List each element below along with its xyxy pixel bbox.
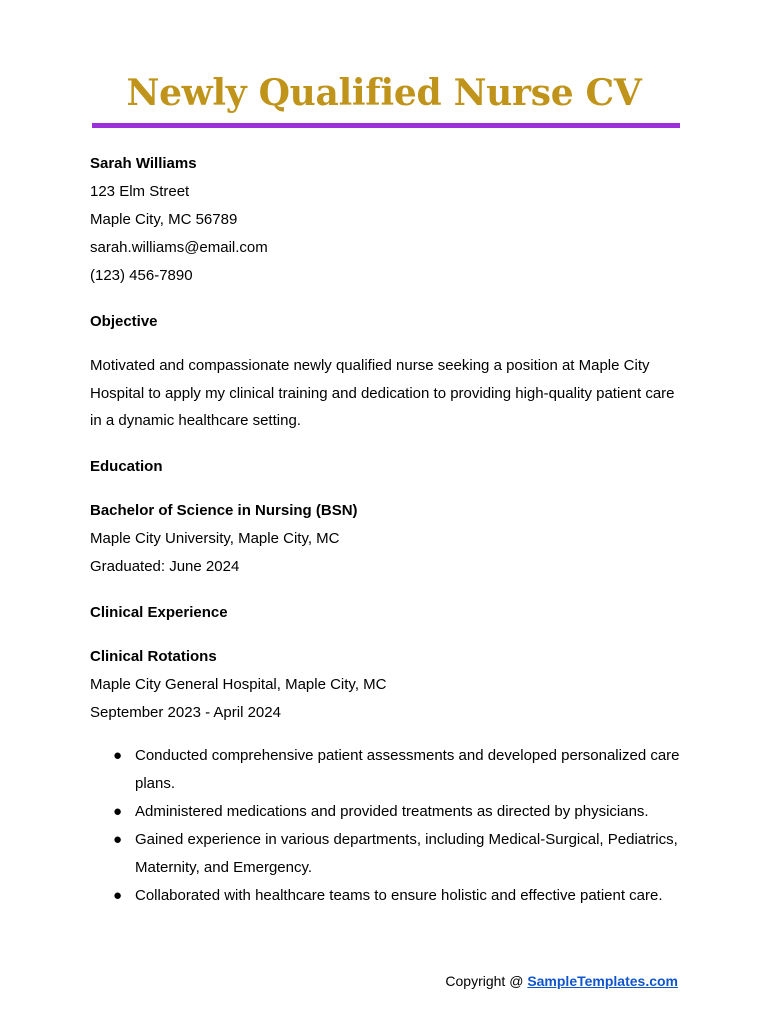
list-item xyxy=(90,826,680,882)
education-graduated: Graduated: June 2024 xyxy=(90,557,240,575)
education-school: Maple City University, Maple City, MC xyxy=(90,529,340,547)
contact-name: Sarah Williams xyxy=(90,155,197,172)
sampletemplates-link[interactable]: SampleTemplates.com xyxy=(527,973,678,989)
objective-line: Hospital to apply my clinical training and dedication to providing high-quality patient care xyxy=(90,384,675,402)
copyright-text: Copyright @ xyxy=(445,973,528,989)
bullet-text: Gained experience in various departments, including Medical-Surgical, Pediatrics, Maternity, and Emergency. xyxy=(135,830,678,876)
cv-content xyxy=(90,150,690,910)
objective-text xyxy=(90,352,686,435)
objective-heading: Objective xyxy=(90,313,158,330)
bullet-text: Administered medications and provided treatments as directed by physicians. xyxy=(135,802,649,820)
bullet-text: Collaborated with healthcare teams to ensure holistic and effective patient care. xyxy=(135,886,663,904)
bullet-icon: ● xyxy=(113,830,123,848)
contact-city: Maple City, MC 56789 xyxy=(90,211,238,228)
bullet-text: Conducted comprehensive patient assessments and developed personalized care plans. xyxy=(135,746,680,792)
education-degree: Bachelor of Science in Nursing (BSN) xyxy=(90,501,358,519)
bullet-icon: ● xyxy=(113,802,123,820)
list-item xyxy=(90,882,680,910)
experience-heading: Clinical Experience xyxy=(90,603,228,621)
footer-copyright xyxy=(445,971,678,991)
experience-bullet-list xyxy=(90,742,690,910)
bullet-icon: ● xyxy=(113,886,123,904)
experience-dates: September 2023 - April 2024 xyxy=(90,703,281,721)
list-item xyxy=(90,742,680,798)
bullet-icon: ● xyxy=(113,746,123,764)
experience-role: Clinical Rotations xyxy=(90,647,217,665)
list-item xyxy=(90,798,680,826)
objective-line: Motivated and compassionate newly qualified nurse seeking a position at Maple City xyxy=(90,357,650,374)
education-heading: Education xyxy=(90,457,163,475)
contact-email: sarah.williams@email.com xyxy=(90,239,268,256)
page-title: Newly Qualified Nurse CV xyxy=(126,72,642,114)
experience-place: Maple City General Hospital, Maple City, MC xyxy=(90,675,387,693)
title-underline xyxy=(92,123,680,128)
contact-phone: (123) 456-7890 xyxy=(90,267,193,284)
objective-line: in a dynamic healthcare setting. xyxy=(90,412,301,429)
contact-street: 123 Elm Street xyxy=(90,183,190,200)
